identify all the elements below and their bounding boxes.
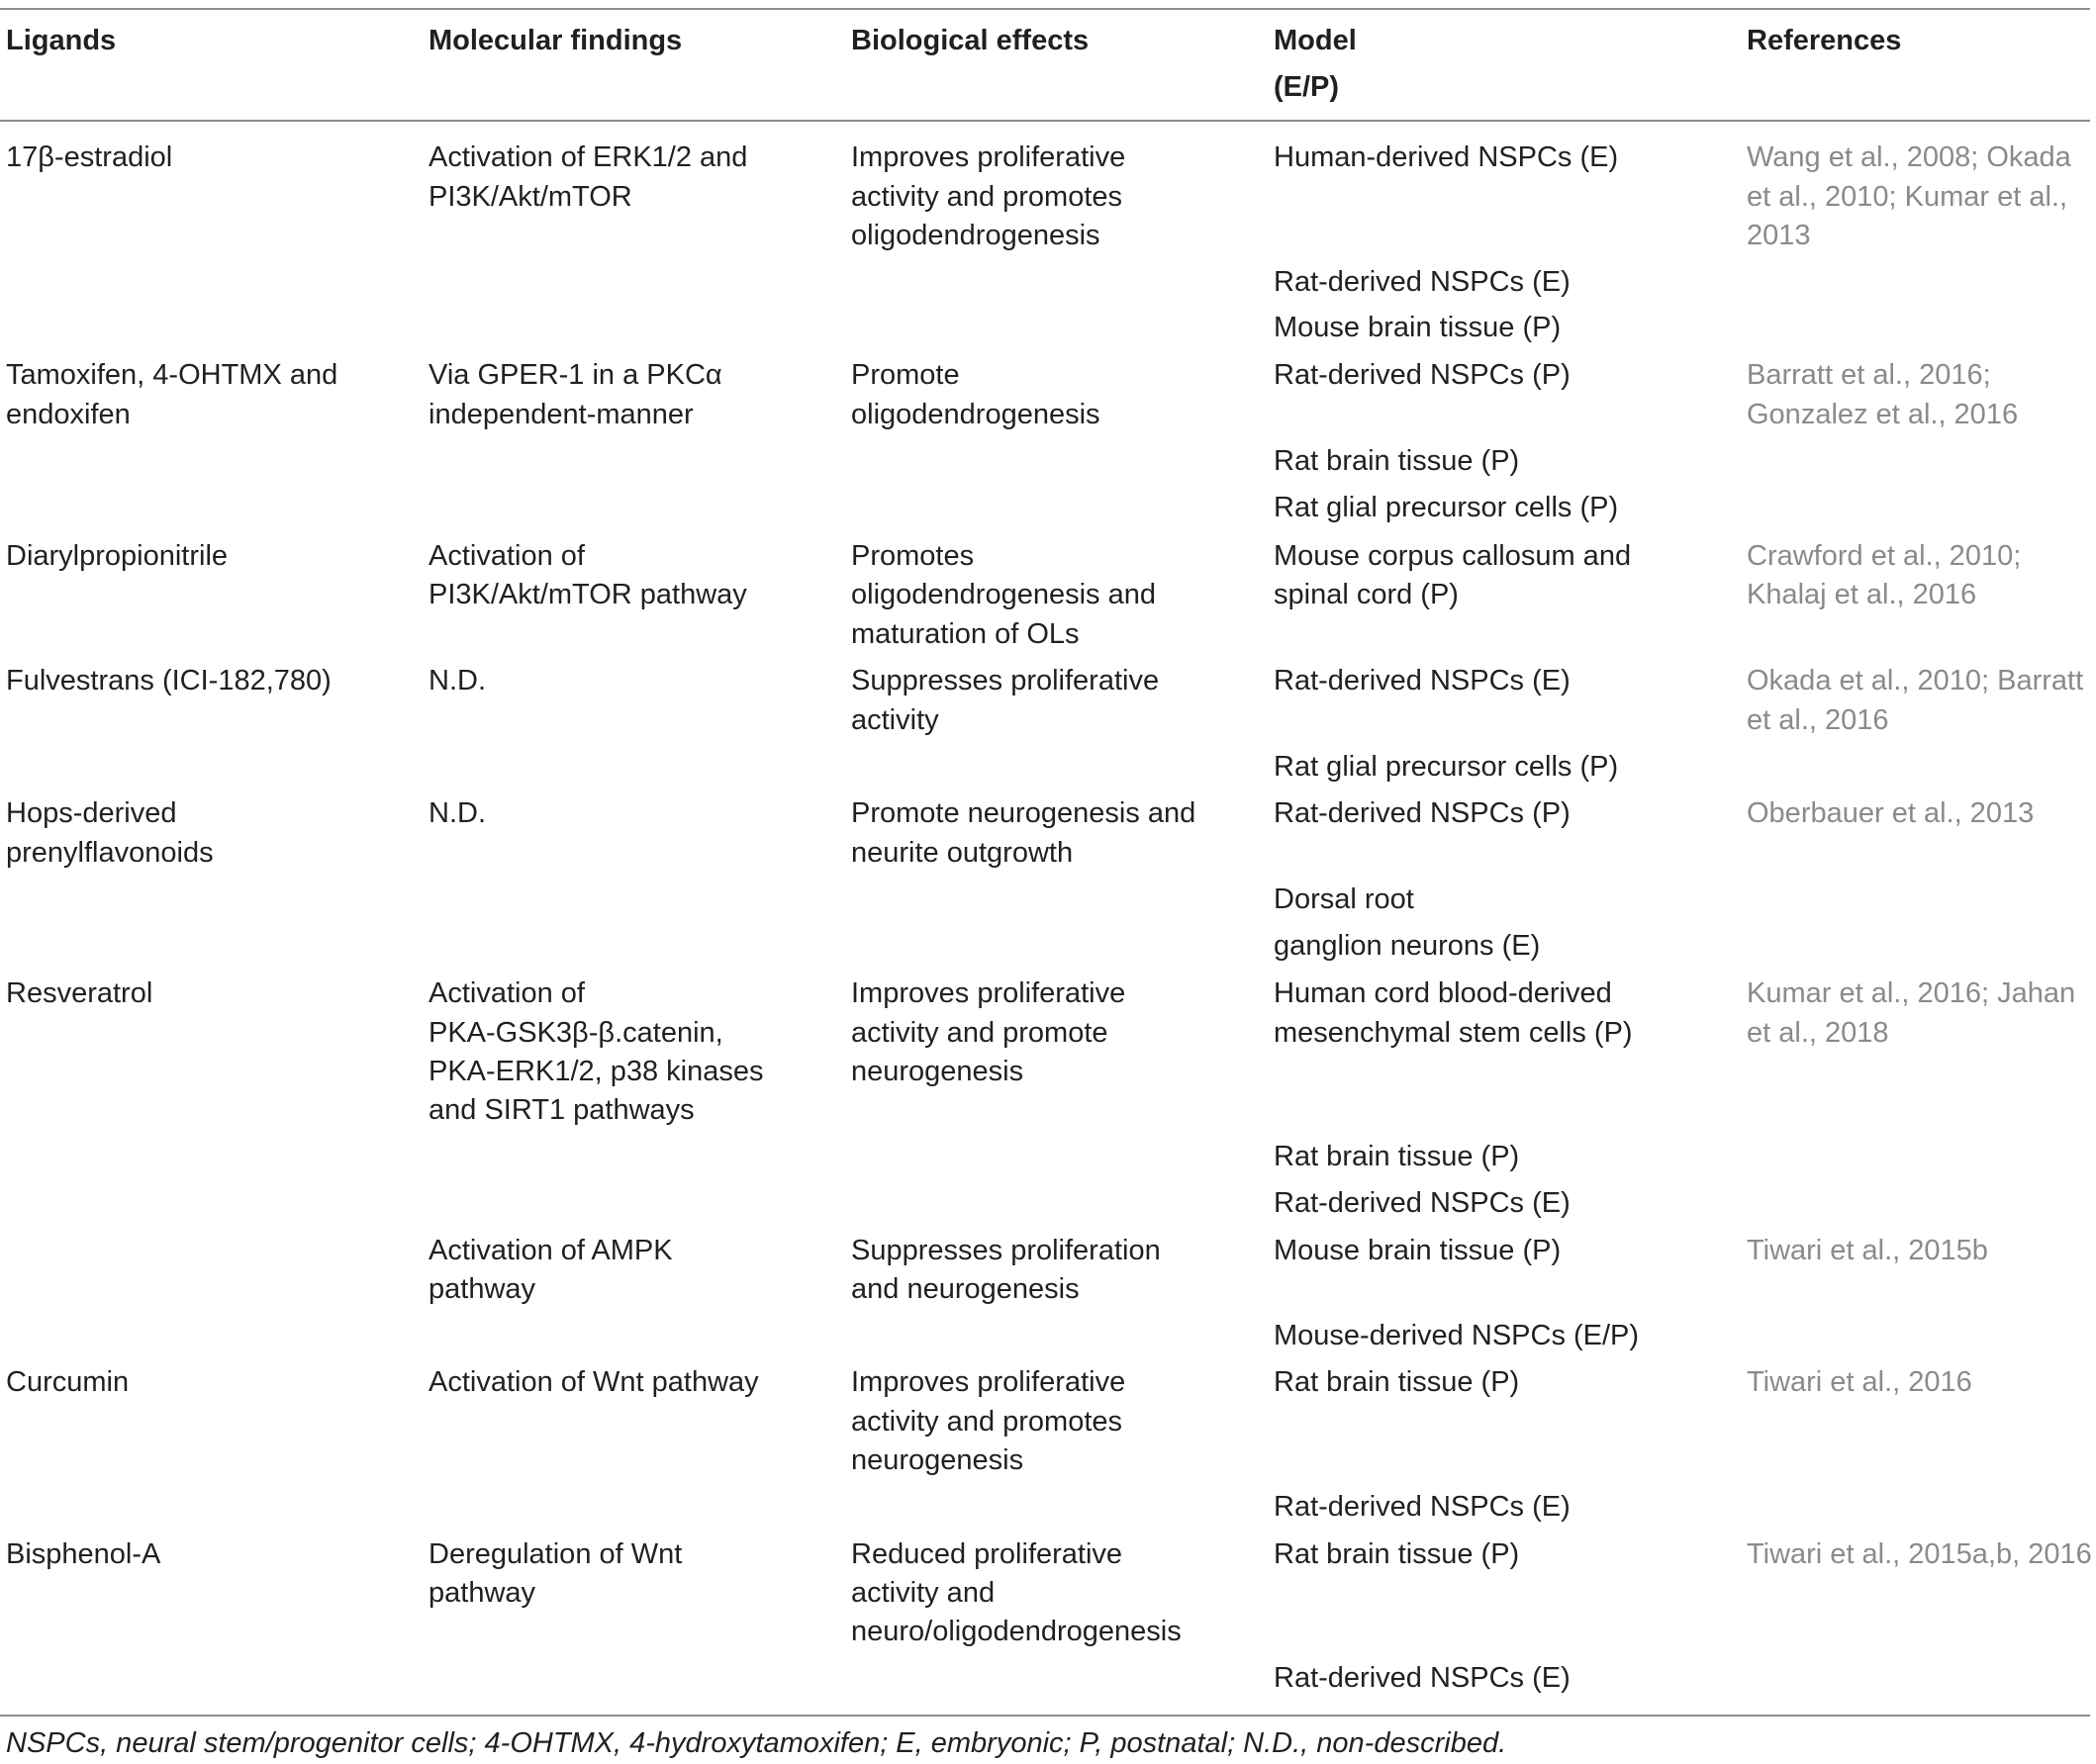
biological-cell: activity and promote [851, 1017, 1108, 1049]
model-cell: Rat-derived NSPCs (E) [1274, 266, 1571, 298]
molecular-cell: pathway [429, 1577, 536, 1609]
table-bottom-rule [0, 1715, 2090, 1717]
biological-cell: Suppresses proliferation [851, 1235, 1161, 1266]
reference-cell: et al., 2018 [1747, 1017, 1889, 1049]
reference-cell: Wang et al., 2008; Okada [1747, 141, 2071, 173]
biological-cell: activity and promotes [851, 1406, 1123, 1438]
reference-cell: Gonzalez et al., 2016 [1747, 399, 2019, 430]
biological-cell: oligodendrogenesis [851, 220, 1100, 251]
model-cell: Rat glial precursor cells (P) [1274, 492, 1619, 523]
model-cell: Mouse-derived NSPCs (E/P) [1274, 1320, 1640, 1351]
model-cell: Rat-derived NSPCs (P) [1274, 359, 1571, 391]
molecular-cell: Via GPER-1 in a PKCα [429, 359, 722, 391]
biological-cell: Suppresses proliferative [851, 665, 1160, 696]
biological-cell: neurogenesis [851, 1444, 1024, 1476]
ligand-cell: Curcumin [6, 1366, 130, 1398]
table-header-rule [0, 120, 2090, 122]
molecular-cell: Activation of Wnt pathway [429, 1366, 759, 1398]
table-footnote: NSPCs, neural stem/progenitor cells; 4-OHTMX, 4-hydroxytamoxifen; E, embryonic; P, postnatal; N.D., non-described. [6, 1727, 1507, 1759]
reference-cell: Okada et al., 2010; Barratt [1747, 665, 2084, 696]
biological-cell: neuro/oligodendrogenesis [851, 1616, 1182, 1647]
reference-cell: Barratt et al., 2016; [1747, 359, 1991, 391]
molecular-cell: N.D. [429, 797, 486, 829]
biological-cell: Improves proliferative [851, 141, 1126, 173]
molecular-cell: PKA-GSK3β-β.catenin, [429, 1017, 723, 1049]
model-cell: Mouse brain tissue (P) [1274, 1235, 1562, 1266]
reference-cell: Khalaj et al., 2016 [1747, 579, 1977, 610]
ligand-cell: Tamoxifen, 4-OHTMX and [6, 359, 338, 391]
molecular-cell: Deregulation of Wnt [429, 1538, 683, 1570]
model-cell: spinal cord (P) [1274, 579, 1459, 610]
model-cell: Mouse brain tissue (P) [1274, 312, 1562, 343]
molecular-cell: and SIRT1 pathways [429, 1094, 695, 1126]
header-molecular-findings: Molecular findings [429, 25, 683, 56]
molecular-cell: N.D. [429, 665, 486, 696]
ligand-cell: 17β-estradiol [6, 141, 173, 173]
header-references: References [1747, 25, 1902, 56]
model-cell: Mouse corpus callosum and [1274, 540, 1632, 572]
reference-cell: et al., 2016 [1747, 704, 1889, 736]
model-cell: Rat brain tissue (P) [1274, 1538, 1520, 1570]
header-biological-effects: Biological effects [851, 25, 1090, 56]
biological-cell: neurogenesis [851, 1056, 1024, 1087]
biological-cell: neurite outgrowth [851, 837, 1074, 869]
biological-cell: Promotes [851, 540, 975, 572]
molecular-cell: PI3K/Akt/mTOR [429, 181, 632, 213]
biological-cell: maturation of OLs [851, 618, 1080, 650]
reference-cell: Tiwari et al., 2015a,b, 2016 [1747, 1538, 2092, 1570]
reference-cell: et al., 2010; Kumar et al., [1747, 181, 2068, 213]
table-top-rule [0, 8, 2090, 10]
model-cell: Human-derived NSPCs (E) [1274, 141, 1619, 173]
reference-cell: Tiwari et al., 2015b [1747, 1235, 1988, 1266]
model-cell: Rat brain tissue (P) [1274, 1366, 1520, 1398]
model-cell: mesenchymal stem cells (P) [1274, 1017, 1633, 1049]
reference-cell: Kumar et al., 2016; Jahan [1747, 977, 2076, 1009]
molecular-cell: Activation of AMPK [429, 1235, 673, 1266]
reference-cell: Tiwari et al., 2016 [1747, 1366, 1972, 1398]
model-cell: Rat brain tissue (P) [1274, 445, 1520, 477]
header-model: Model [1274, 25, 1357, 56]
molecular-cell: Activation of ERK1/2 and [429, 141, 748, 173]
molecular-cell: Activation of [429, 977, 585, 1009]
model-cell: Human cord blood-derived [1274, 977, 1612, 1009]
biological-cell: activity and promotes [851, 181, 1123, 213]
ligand-cell: Resveratrol [6, 977, 153, 1009]
biological-cell: and neurogenesis [851, 1273, 1080, 1305]
ligand-cell: prenylflavonoids [6, 837, 214, 869]
biological-cell: activity [851, 704, 939, 736]
ligand-cell: Diarylpropionitrile [6, 540, 229, 572]
model-cell: ganglion neurons (E) [1274, 930, 1541, 962]
biological-cell: activity and [851, 1577, 996, 1609]
model-cell: Rat-derived NSPCs (P) [1274, 797, 1571, 829]
biological-cell: Reduced proliferative [851, 1538, 1123, 1570]
ligand-cell: Fulvestrans (ICI-182,780) [6, 665, 332, 696]
reference-cell: 2013 [1747, 220, 1811, 251]
biological-cell: Promote neurogenesis and [851, 797, 1196, 829]
biological-cell: Improves proliferative [851, 977, 1126, 1009]
model-cell: Rat-derived NSPCs (E) [1274, 1187, 1571, 1219]
molecular-cell: PI3K/Akt/mTOR pathway [429, 579, 747, 610]
molecular-cell: Activation of [429, 540, 585, 572]
model-cell: Rat glial precursor cells (P) [1274, 751, 1619, 783]
molecular-cell: pathway [429, 1273, 536, 1305]
ligand-cell: endoxifen [6, 399, 131, 430]
ligand-cell: Hops-derived [6, 797, 177, 829]
biological-cell: oligodendrogenesis and [851, 579, 1156, 610]
model-cell: Dorsal root [1274, 883, 1414, 915]
biological-cell: oligodendrogenesis [851, 399, 1100, 430]
molecular-cell: PKA-ERK1/2, p38 kinases [429, 1056, 764, 1087]
biological-cell: Promote [851, 359, 960, 391]
model-cell: Rat brain tissue (P) [1274, 1141, 1520, 1172]
reference-cell: Crawford et al., 2010; [1747, 540, 2022, 572]
model-cell: Rat-derived NSPCs (E) [1274, 1491, 1571, 1523]
header-ligands: Ligands [6, 25, 117, 56]
header-model-ep: (E/P) [1274, 71, 1340, 103]
reference-cell: Oberbauer et al., 2013 [1747, 797, 2035, 829]
model-cell: Rat-derived NSPCs (E) [1274, 665, 1571, 696]
molecular-cell: independent-manner [429, 399, 694, 430]
model-cell: Rat-derived NSPCs (E) [1274, 1662, 1571, 1694]
biological-cell: Improves proliferative [851, 1366, 1126, 1398]
ligand-cell: Bisphenol-A [6, 1538, 161, 1570]
